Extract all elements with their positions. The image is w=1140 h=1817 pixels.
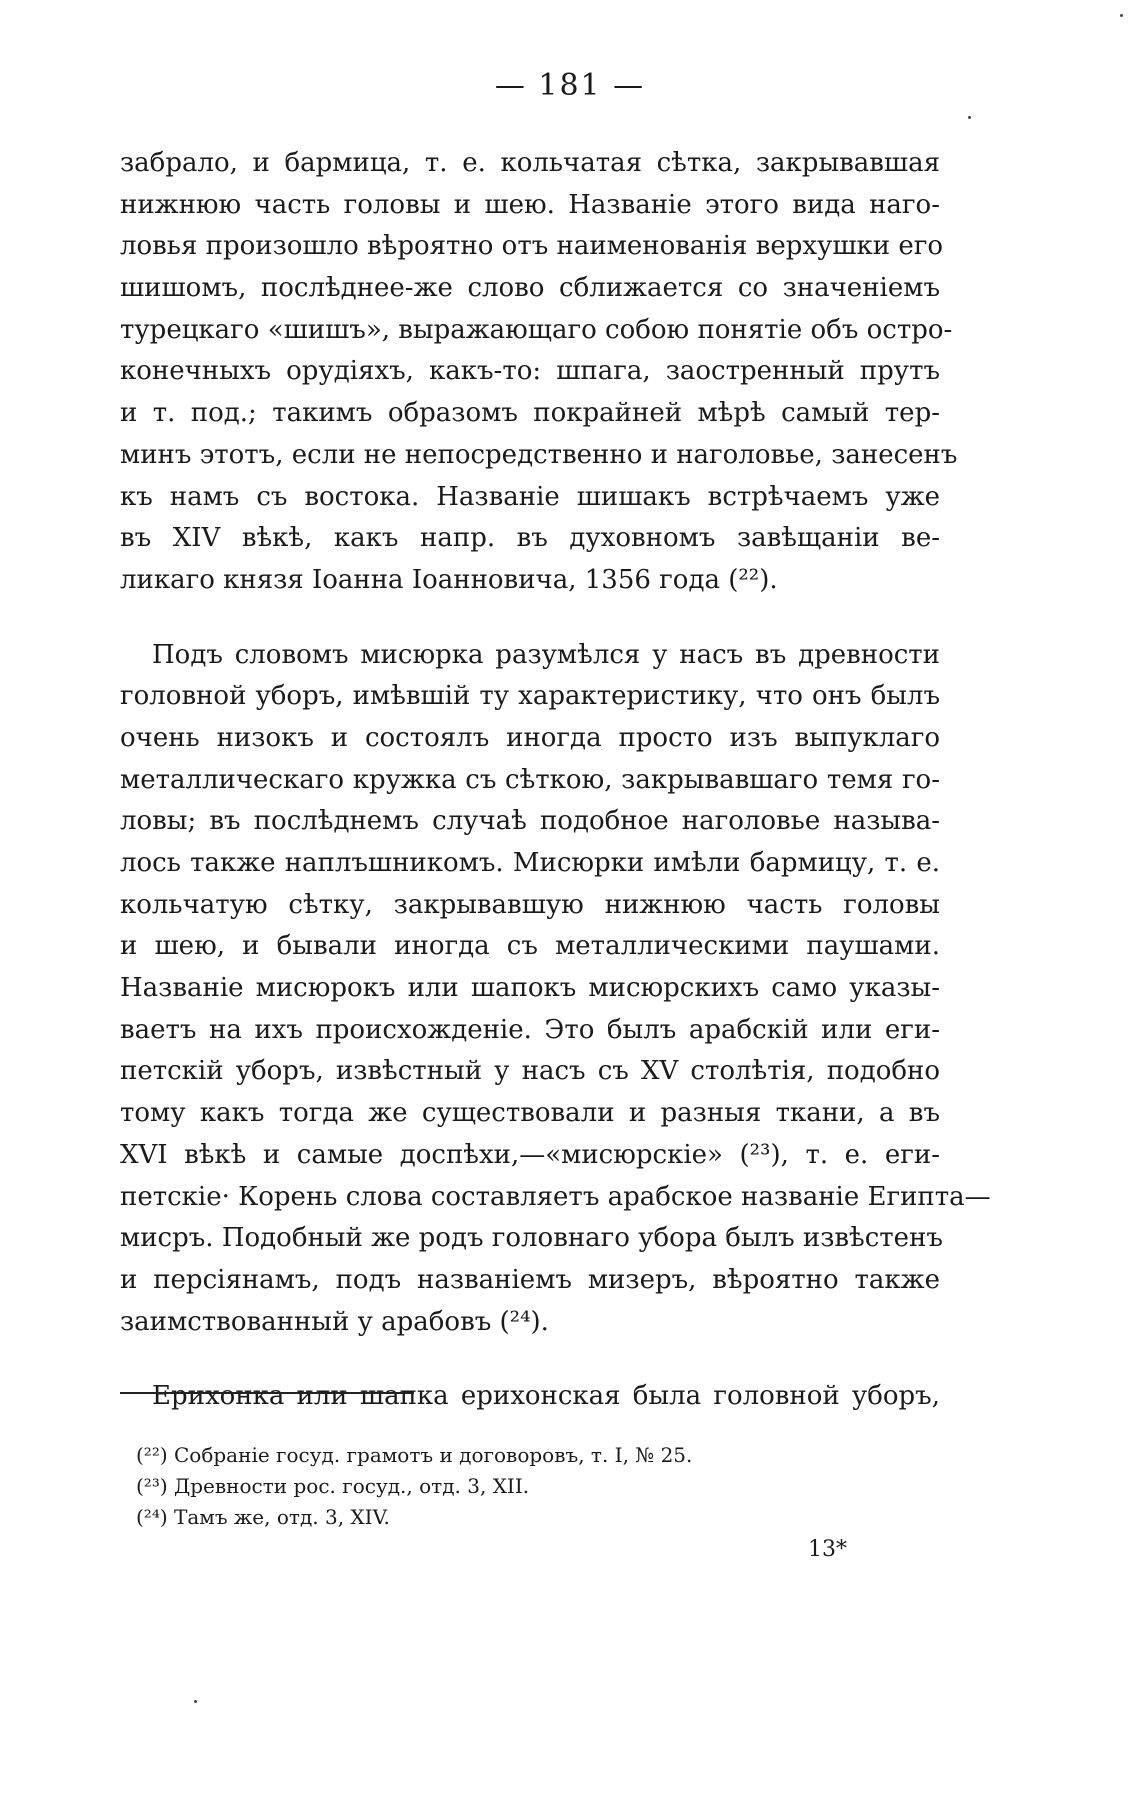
text-line: ловья произошло вѣроятно отъ наименованія верхушки его [120,231,944,262]
text-line: и шею, и бывали иногда съ металлическими паушами. [120,931,940,962]
text-line: шишомъ, послѣднее-же слово сближается со значеніемъ [120,273,940,304]
text-line: ваетъ на ихъ происхожденіе. Это былъ арабскій или еги- [120,1014,940,1045]
text-line: мисръ. Подобный же родъ головнаго убора былъ извѣстенъ [120,1223,943,1254]
text-line: Ерихонка или шапка ерихонская была головной уборъ, [152,1381,940,1412]
footnote: (²³) Древности рос. госуд., отд. 3, XII. [136,1474,530,1498]
text-line: Названіе мисюрокъ или шапокъ мисюрскихъ само указы- [120,973,940,1004]
text-line: ликаго князя Іоанна Іоанновича, 1356 года (²²). [120,564,778,595]
text-line: головной уборъ, имѣвшій ту характеристику, что онъ былъ [120,681,940,712]
footnote: (²⁴) Тамъ же, отд. 3, XIV. [136,1505,390,1529]
text-line: минъ этотъ, если не непосредственно и наголовье, занесенъ [120,439,958,470]
footnote-rule [120,1392,414,1394]
text-line: лось также наплъшникомъ. Мисюрки имѣли бармицу, т. е. [120,848,940,878]
text-line: конечныхъ орудіяхъ, какъ-то: шпага, заостренный прутъ [120,356,940,387]
paragraph-gap [120,602,940,635]
text-line: и персіянамъ, подъ названіемъ мизеръ, вѣроятно также [120,1264,940,1295]
ink-speck [194,1700,197,1703]
footnote: (²²) Собраніе госуд. грамотъ и договоровъ, т. I, № 25. [136,1443,693,1467]
text-line: кольчатую сѣтку, закрывавшую нижнюю часть головы [120,889,940,920]
text-line: заимствованный у арабовъ (²⁴). [120,1306,549,1337]
paragraph-gap [120,1343,940,1376]
text-line: тому какъ тогда же существовали и разныя ткани, а въ [120,1098,940,1129]
ink-speck [1120,14,1123,17]
text-line: забрало, и бармица, т. е. кольчатая сѣтка, закрывавшая [120,148,940,178]
text-line: и т. под.; такимъ образомъ покрайней мѣрѣ самый тер- [120,398,940,429]
text-line: очень низокъ и состоялъ иногда просто изъ выпуклаго [120,722,940,753]
ink-speck [968,116,971,119]
text-line: въ XIV вѣкѣ, какъ напр. въ духовномъ завѣщаніи ве- [120,523,940,554]
page-number: — 181 — [494,68,646,103]
paragraph [120,1376,940,1418]
text-line: Подъ словомъ мисюрка разумѣлся у насъ въ древности [152,639,940,670]
text-line: петскіе· Корень слова составляетъ арабское названіе Египта— [120,1181,991,1212]
body-text [120,143,991,1418]
text-line: нижнюю часть головы и шею. Названіе этого вида наго- [120,189,940,220]
footnotes [136,1440,896,1533]
text-line: къ намъ съ востока. Названіе шишакъ встрѣчаемъ уже [120,481,940,512]
text-line: турецкаго «шишъ», выражающаго собою понятіе объ остро- [120,314,953,345]
paragraph [120,635,991,1344]
signature-mark: 13* [808,1537,847,1562]
text-line: петскій уборъ, извѣстный у насъ съ XV столѣтія, подобно [120,1056,940,1087]
paragraph [120,143,958,602]
text-line: ловы; въ послѣднемъ случаѣ подобное наголовье называ- [120,806,940,837]
text-line: XVI вѣкѣ и самые доспѣхи,—«мисюрскіе» (²³), т. е. еги- [120,1139,940,1170]
text-line: металлическаго кружка съ сѣткою, закрывавшаго темя го- [120,764,940,795]
